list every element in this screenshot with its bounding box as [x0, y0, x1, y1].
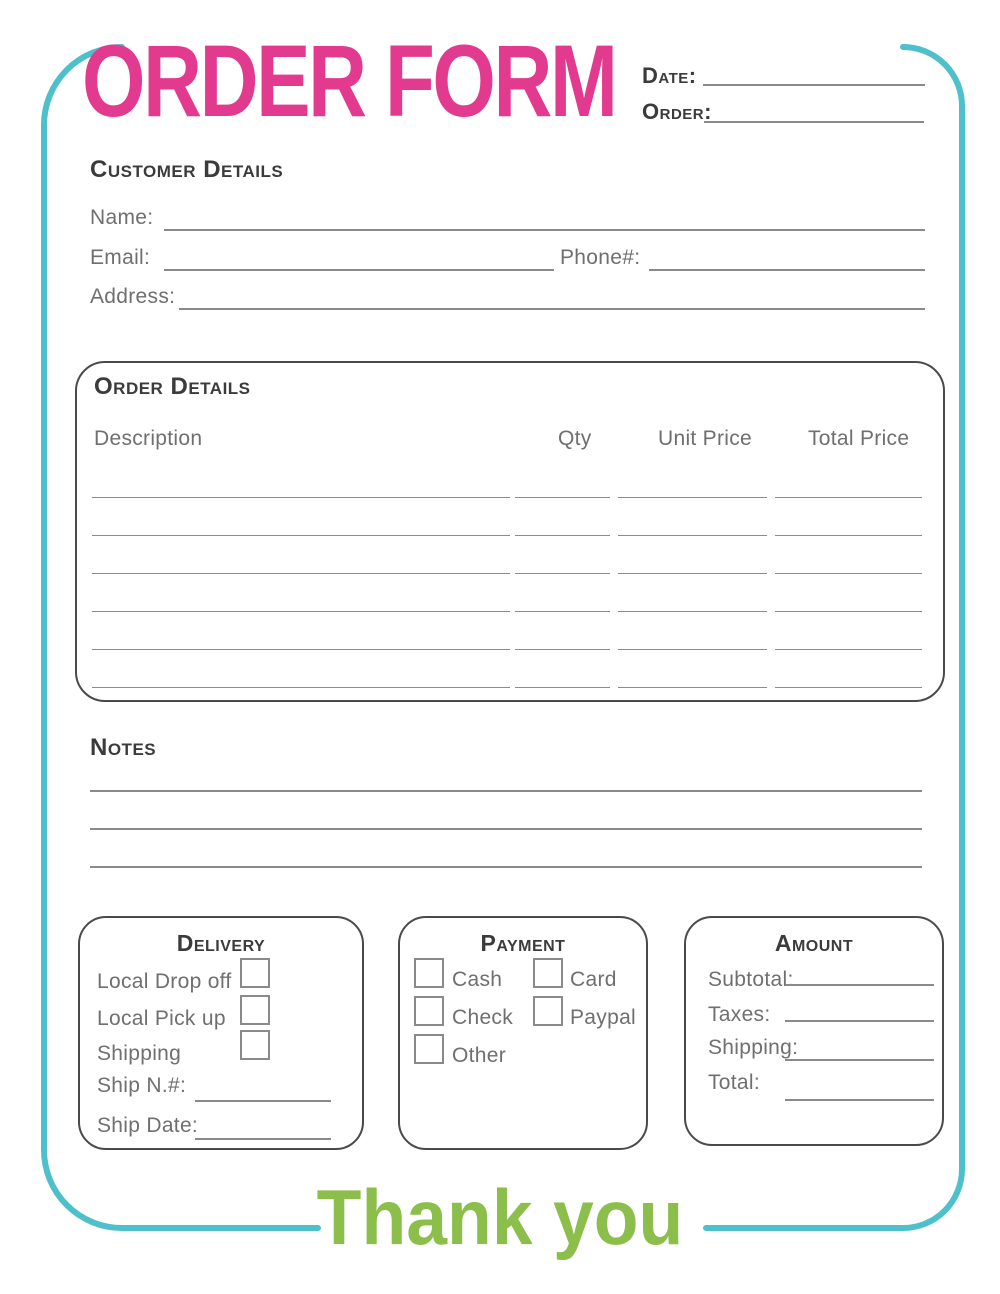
taxes-label: Taxes: [708, 1003, 771, 1026]
name-input-line[interactable] [164, 229, 925, 231]
total-input-line[interactable] [785, 1099, 934, 1101]
qty-input-line[interactable] [515, 535, 610, 536]
checkbox-check[interactable] [414, 996, 444, 1026]
subtotal-label: Subtotal: [708, 968, 794, 991]
description-input-line[interactable] [92, 497, 510, 498]
qty-input-line[interactable] [515, 687, 610, 688]
email-label: Email: [90, 246, 151, 269]
unit-price-input-line[interactable] [618, 649, 767, 650]
phone-input-line[interactable] [649, 269, 925, 271]
total-price-input-line[interactable] [775, 649, 922, 650]
checkbox-other[interactable] [414, 1034, 444, 1064]
notes-input-line[interactable] [90, 828, 922, 830]
total-price-input-line[interactable] [775, 573, 922, 574]
unit-price-input-line[interactable] [618, 497, 767, 498]
description-input-line[interactable] [92, 535, 510, 536]
address-label: Address: [90, 285, 176, 308]
checkbox-card[interactable] [533, 958, 563, 988]
ship-date-input-line[interactable] [195, 1138, 331, 1140]
column-header-total-price: Total Price [808, 427, 910, 450]
name-label: Name: [90, 206, 154, 229]
shipping-amount-label: Shipping: [708, 1036, 799, 1059]
paypal-label: Paypal [570, 1006, 637, 1029]
total-label: Total: [708, 1071, 760, 1094]
description-input-line[interactable] [92, 649, 510, 650]
qty-input-line[interactable] [515, 573, 610, 574]
cash-label: Cash [452, 968, 503, 991]
checkbox-local-pick-up[interactable] [240, 995, 270, 1025]
checkbox-local-drop-off[interactable] [240, 958, 270, 988]
order-number-input-line[interactable] [704, 121, 924, 123]
date-label: Date: [642, 63, 697, 88]
local-drop-off-label: Local Drop off [97, 970, 232, 993]
column-header-qty: Qty [558, 427, 592, 450]
checkbox-cash[interactable] [414, 958, 444, 988]
date-input-line[interactable] [703, 84, 925, 86]
ship-number-label: Ship N.#: [97, 1074, 187, 1097]
amount-heading: Amount [774, 930, 854, 956]
ship-date-label: Ship Date: [97, 1114, 199, 1137]
subtotal-input-line[interactable] [785, 984, 934, 986]
unit-price-input-line[interactable] [618, 535, 767, 536]
delivery-heading: Delivery [176, 930, 266, 956]
taxes-input-line[interactable] [785, 1020, 934, 1022]
order-details-heading: Order Details [94, 373, 251, 400]
checkbox-shipping[interactable] [240, 1030, 270, 1060]
qty-input-line[interactable] [515, 497, 610, 498]
total-price-input-line[interactable] [775, 687, 922, 688]
description-input-line[interactable] [92, 687, 510, 688]
notes-heading: Notes [90, 734, 157, 761]
description-input-line[interactable] [92, 573, 510, 574]
unit-price-input-line[interactable] [618, 573, 767, 574]
notes-input-line[interactable] [90, 866, 922, 868]
address-input-line[interactable] [179, 308, 925, 310]
order-number-label: Order: [642, 99, 712, 124]
phone-label: Phone#: [560, 246, 641, 269]
total-price-input-line[interactable] [775, 497, 922, 498]
page-title: ORDER FORM [82, 24, 616, 138]
ship-number-input-line[interactable] [195, 1100, 331, 1102]
local-pick-up-label: Local Pick up [97, 1007, 226, 1030]
check-label: Check [452, 1006, 514, 1029]
customer-details-heading: Customer Details [90, 156, 284, 183]
order-details-box [75, 361, 945, 702]
unit-price-input-line[interactable] [618, 687, 767, 688]
payment-heading: Payment [480, 930, 566, 956]
qty-input-line[interactable] [515, 649, 610, 650]
unit-price-input-line[interactable] [618, 611, 767, 612]
checkbox-paypal[interactable] [533, 996, 563, 1026]
total-price-input-line[interactable] [775, 611, 922, 612]
shipping-amount-input-line[interactable] [785, 1059, 934, 1061]
other-label: Other [452, 1044, 507, 1067]
total-price-input-line[interactable] [775, 535, 922, 536]
notes-input-line[interactable] [90, 790, 922, 792]
thank-you-text: Thank you [316, 1173, 684, 1261]
email-input-line[interactable] [164, 269, 554, 271]
column-header-description: Description [94, 427, 203, 450]
description-input-line[interactable] [92, 611, 510, 612]
delivery-box [78, 916, 364, 1150]
qty-input-line[interactable] [515, 611, 610, 612]
card-label: Card [570, 968, 617, 991]
column-header-unit-price: Unit Price [658, 427, 753, 450]
shipping-label: Shipping [97, 1042, 182, 1065]
payment-box [398, 916, 648, 1150]
amount-box [684, 916, 944, 1146]
